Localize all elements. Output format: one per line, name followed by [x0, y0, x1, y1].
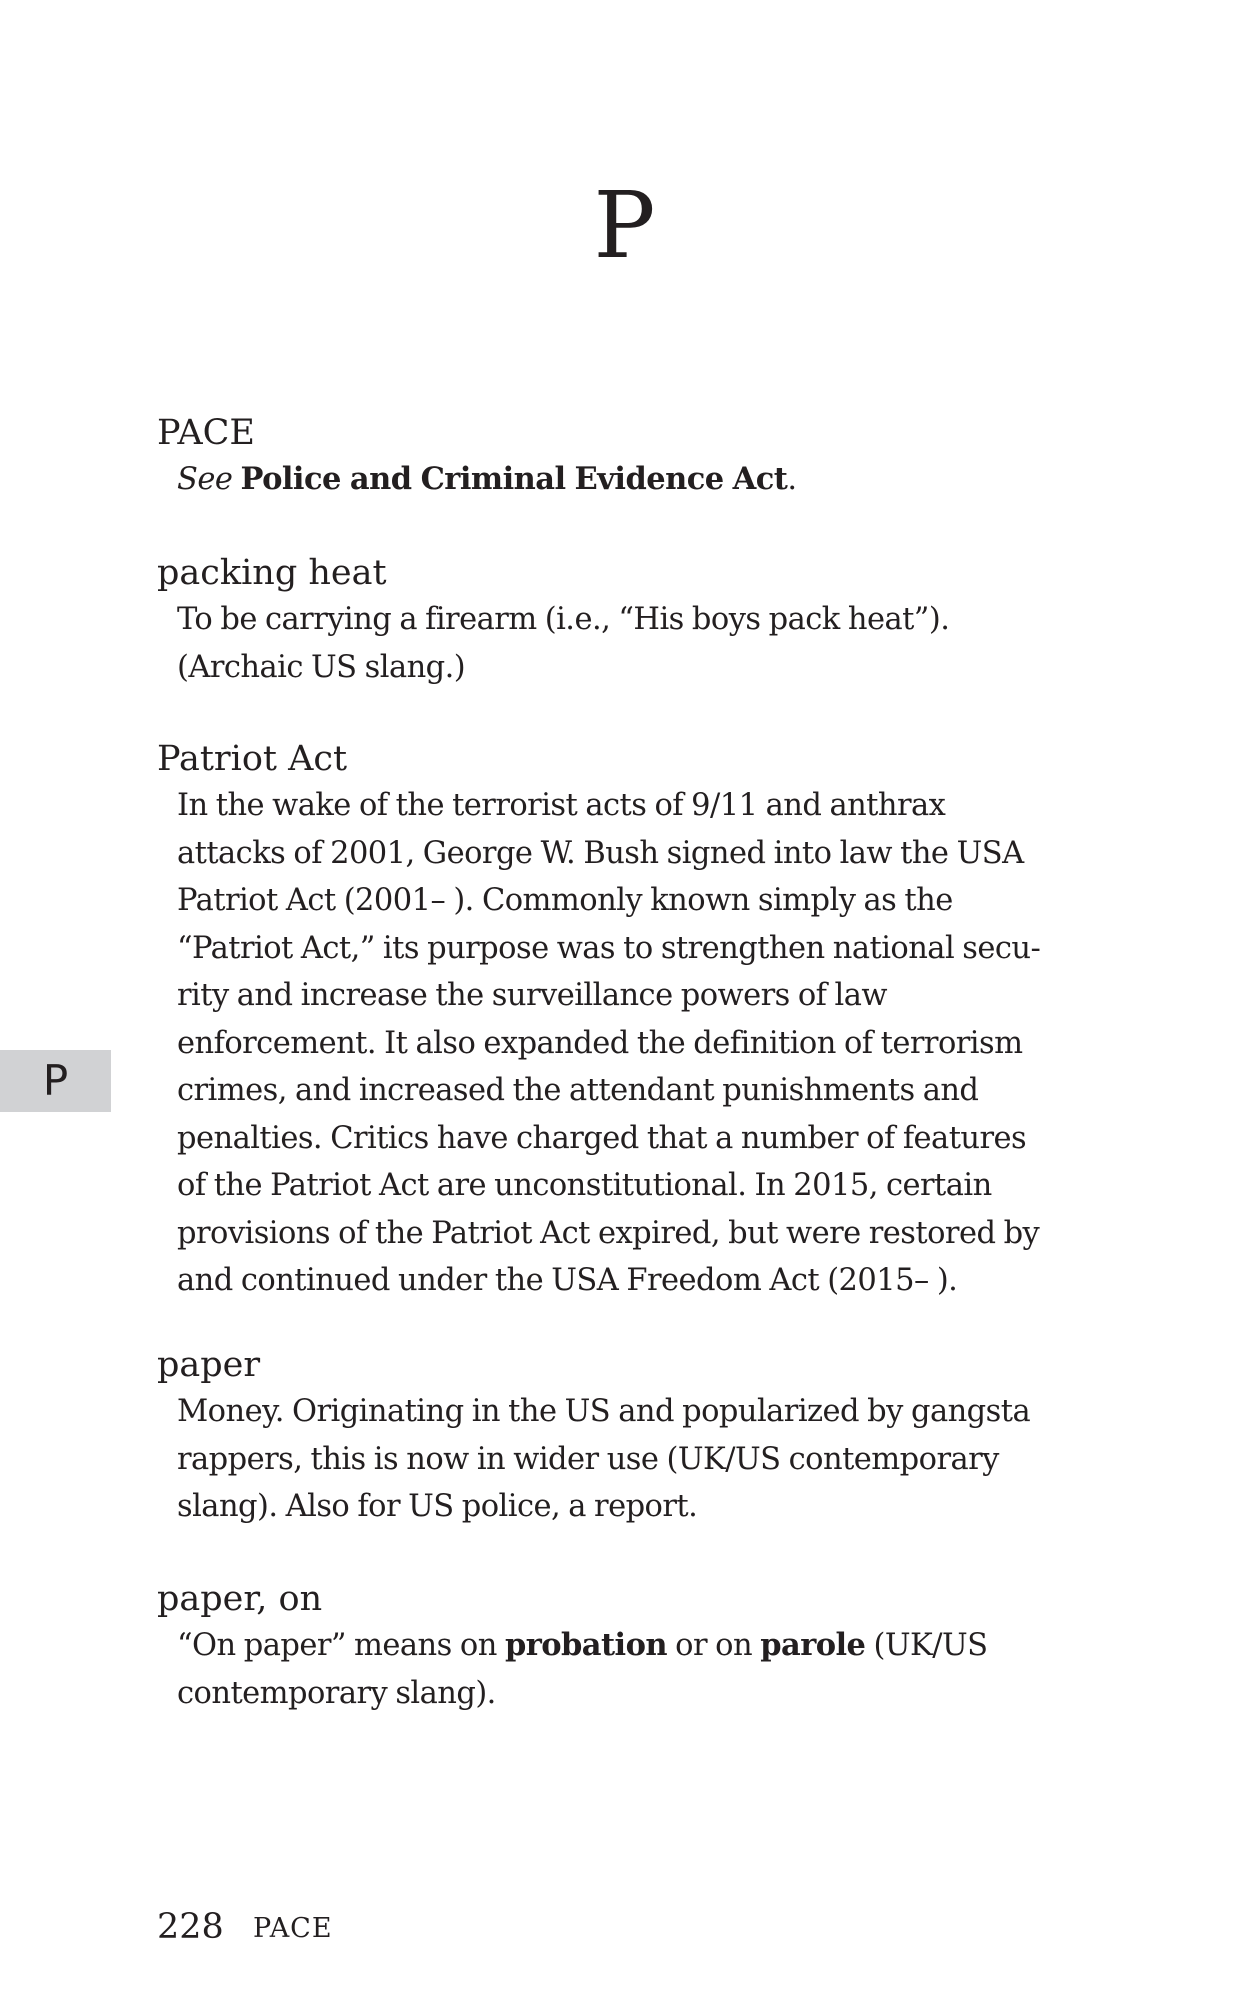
definition-line: attacks of 2001, George W. Bush signed into law the USA [177, 835, 1024, 871]
definition-line: Patriot Act (2001– ). Commonly known simply as the [177, 883, 953, 918]
cross-reference: parole [760, 1627, 866, 1663]
definition [177, 1388, 1107, 1531]
headword: packing heat [157, 553, 387, 593]
definition-line: penalties. Critics have charged that a number of features [177, 1120, 1027, 1156]
definition-line: To be carrying a firearm (i.e., “His boys pack heat”). [177, 602, 950, 637]
punctuation: . [787, 462, 797, 497]
entry-patriot-act [157, 736, 1107, 1305]
definition-line: rappers, this is now in wider use (UK/US contemporary [177, 1441, 999, 1477]
headword: PACE [157, 413, 255, 453]
cross-reference: Police and Criminal Evidence Act [240, 461, 788, 497]
thumb-index-tab: P [0, 1050, 111, 1112]
entry-packing-heat [157, 550, 1107, 691]
text-run: (UK/US [865, 1628, 988, 1663]
definition-line: slang). Also for US police, a report. [177, 1489, 698, 1524]
section-letter-heading: P [593, 172, 656, 279]
definition-line: contemporary slang). [177, 1675, 496, 1711]
page-number: 228 [157, 1907, 224, 1947]
definition-line: provisions of the Patriot Act expired, but were restored by [177, 1215, 1040, 1251]
headword: paper, on [157, 1579, 323, 1619]
definition-line: Money. Originating in the US and popularized by gangsta [177, 1394, 1031, 1429]
entry-paper [157, 1342, 1107, 1531]
definition-line: of the Patriot Act are unconstitutional. In 2015, certain [177, 1168, 992, 1203]
definition-line: crimes, and increased the attendant punishments and [177, 1073, 979, 1108]
see-label: See [177, 462, 233, 497]
entry-paper-on [157, 1576, 1107, 1717]
headword: Patriot Act [157, 739, 348, 779]
definition-line: (Archaic US slang.) [177, 649, 466, 685]
entry-pace [157, 410, 1107, 504]
headword: paper [157, 1345, 261, 1385]
definition [177, 782, 1107, 1305]
definition [177, 596, 1107, 691]
text-run: or on [667, 1628, 761, 1663]
definition [177, 456, 1107, 504]
text-run: “On paper” means on [177, 1628, 505, 1663]
definition-line: rity and increase the surveillance powers of law [177, 978, 887, 1013]
definition-line: “Patriot Act,” its purpose was to strengthen national secu- [177, 930, 1041, 966]
definition [177, 1622, 1107, 1717]
definition-line: and continued under the USA Freedom Act (2015– ). [177, 1263, 958, 1298]
cross-reference: probation [504, 1627, 668, 1663]
running-head: PACE [253, 1913, 333, 1944]
definition-line [177, 1622, 1107, 1670]
definition-line: In the wake of the terrorist acts of 9/11 and anthrax [177, 788, 946, 823]
definition-line: enforcement. It also expanded the definition of terrorism [177, 1025, 1023, 1061]
